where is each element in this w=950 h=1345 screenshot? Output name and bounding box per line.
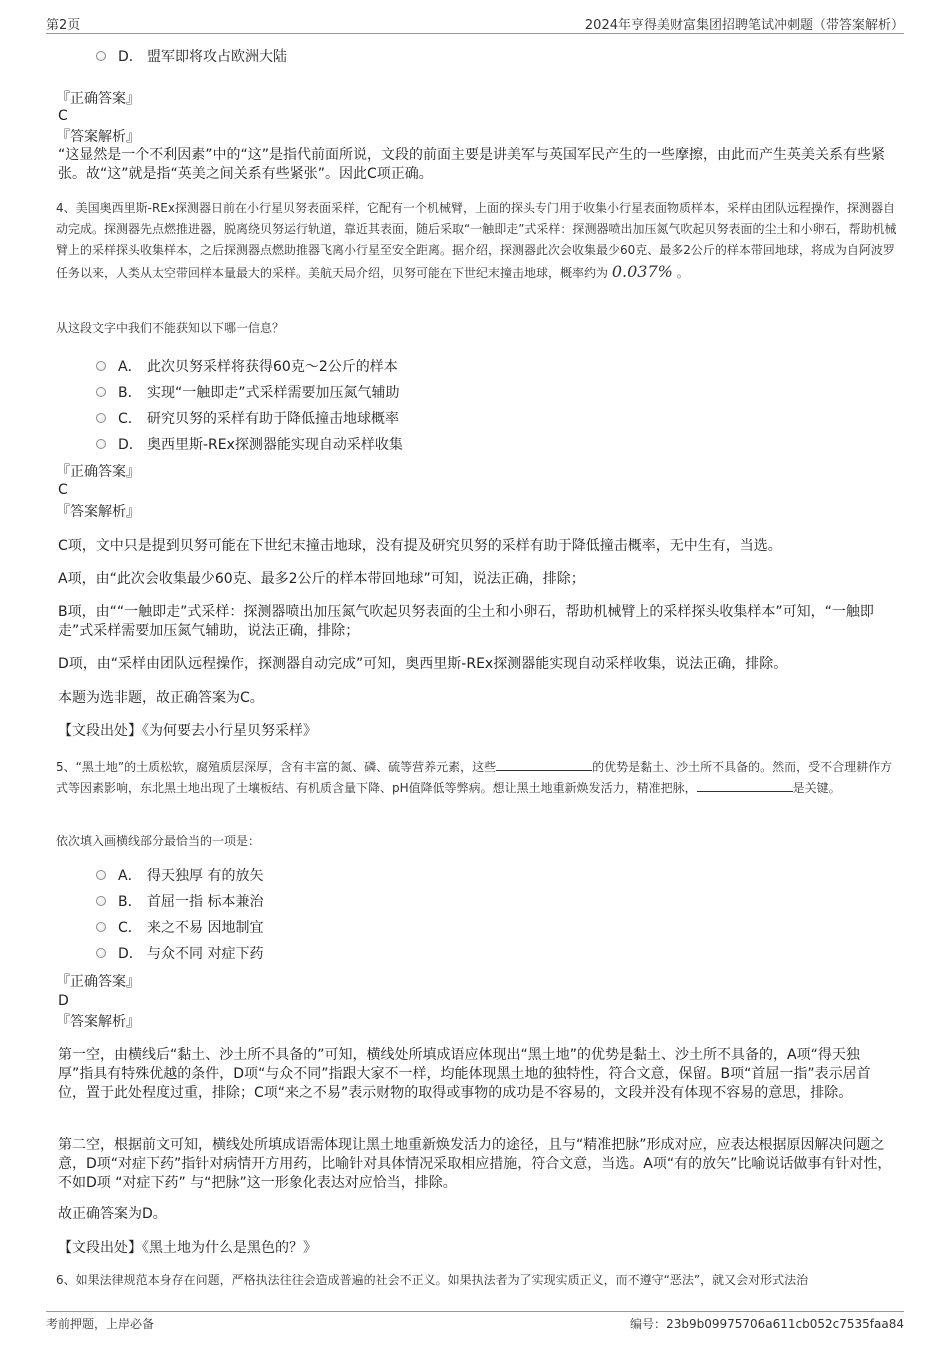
q5-stem-part2: 的优势是黏土、沙土所不具备的。然而，受不合理耕作方式等因素影响，东北黑土地出现了土壤板结、有机质含量下降、pH值降低等弊病。想让黑土地重新焕发活力，精准把脉， xyxy=(56,760,893,795)
q5-option-c[interactable] xyxy=(96,919,263,937)
q5-stem-part1: 5、“黑土地”的土质松软，腐殖质层深厚，含有丰富的氮、磷、硫等营养元素，这些 xyxy=(56,760,497,774)
footer-slogan: 考前押题，上岸必备 xyxy=(46,1317,155,1331)
q4-conclusion: 本题为选非题，故正确答案为C。 xyxy=(58,690,264,706)
option-text: 实现“一触即走”式采样需要加压氮气辅助 xyxy=(147,385,400,401)
radio-icon[interactable] xyxy=(96,948,106,958)
q4-option-c[interactable] xyxy=(96,410,399,428)
option-text: 与众不同 对症下药 xyxy=(147,946,264,962)
q4-analysis-d: D项，由“采样由团队远程操作，探测器自动完成”可知，奥西里斯-REx探测器能实现自动采样收集，说法正确，排除。 xyxy=(58,656,788,672)
page-number: 第2页 xyxy=(46,18,81,33)
q4-analysis-a: A项，由“此次会收集最少60克、最多2公斤的样本带回地球”可知，说法正确，排除； xyxy=(58,571,585,587)
footer-divider xyxy=(46,1311,904,1312)
header-divider xyxy=(46,33,904,34)
q5-answer: D xyxy=(58,993,69,1009)
radio-icon[interactable] xyxy=(96,361,106,371)
q4-correct-answer-label: 『正确答案』 xyxy=(56,464,140,480)
radio-icon[interactable] xyxy=(96,896,106,906)
q4-probability: 0.037% xyxy=(611,262,673,281)
radio-icon[interactable] xyxy=(96,870,106,880)
q4-stem-text: 4、美国奥西里斯-REx探测器日前在小行星贝努表面采样，它配有一个机械臂，上面的探头专门用于收集小行星表面物质样本，采样由团队远程操作，探测器自动完成。探测器先点燃推进器，脱离绕贝努运行轨道，靠近其表面，随后采取“一触即走”式采样：探测器喷出加压氮气吹起贝努表面的尘土和小卵石，帮助机械臂上的采样探头收集样本，之后探测器点燃助推器飞离小行星至安全距离。据介绍，探测器此次会收集最少60克、最多2公斤的样本带回地球，将成为自阿波罗任务以来，人类从太空带回样本量最大的采样。美航天局介绍，贝努可能在下世纪末撞击地球，概率约为 xyxy=(56,201,897,280)
q4-stem xyxy=(56,198,898,284)
q3-correct-answer-label: 『正确答案』 xyxy=(56,91,140,107)
q5-prompt: 依次填入画横线部分最恰当的一项是： xyxy=(56,834,261,848)
q5-analysis-first-blank: 第一空，由横线后“黏土、沙土所不具备的”可知，横线处所填成语应体现出“黑土地”的优势是黏土、沙土所不具备的，A项“得天独厚”指具有特殊优越的条件，D项“与众不同”指跟大家不一样，均能体现黑土地的独特性，符合文意，保留。B项“首屈一指”表示居首位，置于此处程度过重，排除；C项“来之不易”表示财物的取得或事物的成功是不容易的，文段并没有体现不容易的意思，排除。 xyxy=(58,1047,871,1101)
option-text: 来之不易 因地制宜 xyxy=(147,920,264,936)
q5-analysis-label: 『答案解析』 xyxy=(56,1014,140,1030)
option-text: 首屈一指 标本兼治 xyxy=(147,894,264,910)
option-text: 盟军即将攻占欧洲大陆 xyxy=(147,49,287,65)
q5-option-a[interactable] xyxy=(96,867,263,885)
option-letter: A． xyxy=(118,868,142,884)
radio-icon[interactable] xyxy=(96,387,106,397)
option-text: 奥西里斯-REx探测器能实现自动采样收集 xyxy=(147,437,403,453)
document-code-label: 编号： xyxy=(630,1317,667,1331)
q3-option-d[interactable] xyxy=(96,48,287,66)
q4-analysis-c: C项，文中只是提到贝努可能在下世纪末撞击地球，没有提及研究贝努的采样有助于降低撞击概率，无中生有，当选。 xyxy=(58,538,782,554)
q5-conclusion: 故正确答案为D。 xyxy=(58,1206,167,1222)
radio-icon[interactable] xyxy=(96,439,106,449)
q6-stem: 6、如果法律规范本身存在问题，严格执法往往会造成普遍的社会不正义。如果执法者为了实现实质正义，而不遵守“恶法”，就又会对形式法治 xyxy=(56,1273,809,1287)
q3-answer: C xyxy=(58,108,68,124)
option-letter: B． xyxy=(118,385,142,401)
q4-option-a[interactable] xyxy=(96,358,398,376)
q4-answer: C xyxy=(58,482,68,498)
radio-icon[interactable] xyxy=(96,922,106,932)
fill-blank-2 xyxy=(697,779,793,792)
q5-correct-answer-label: 『正确答案』 xyxy=(56,974,140,990)
q4-analysis-label: 『答案解析』 xyxy=(56,504,140,520)
q3-analysis-text: “这显然是一个不利因素”中的“这”是指代前面所说，文段的前面主要是讲美军与英国军民产生的一些摩擦，由此而产生英美关系有些紧张。故“这”就是指“英美之间关系有些紧张”。因此C项正确。 xyxy=(58,147,886,182)
q5-analysis-second-blank: 第二空，根据前文可知，横线处所填成语需体现让黑土地重新焕发活力的途径，且与“精准把脉”形成对应，应表达根据原因解决问题之意，D项“对症下药”指针对病情开方用药，比喻针对具体情况采取相应措施，符合文意，当选。A项“有的放矢”比喻说话做事有针对性，不如D项 “对症下药” 与“把脉”这一形象化表达对应恰当，排除。 xyxy=(58,1137,892,1191)
radio-icon[interactable] xyxy=(96,51,106,61)
q3-analysis-label: 『答案解析』 xyxy=(56,129,140,145)
fill-blank-1 xyxy=(496,758,592,771)
option-text: 此次贝努采样将获得60克～2公斤的样本 xyxy=(147,359,398,375)
document-title: 2024年亨得美财富集团招聘笔试冲刺题（带答案解析） xyxy=(584,18,904,33)
q5-option-b[interactable] xyxy=(96,893,263,911)
option-letter: D． xyxy=(118,437,143,453)
q4-option-b[interactable] xyxy=(96,384,400,402)
q5-stem xyxy=(56,757,898,799)
option-text: 得天独厚 有的放矢 xyxy=(147,868,264,884)
option-letter: D． xyxy=(118,946,143,962)
q5-source: 【文段出处】《黑土地为什么是黑色的？》 xyxy=(58,1240,317,1256)
document-code-value: 23b9b09975706a611cb052c7535faa84 xyxy=(666,1317,904,1331)
option-letter: C． xyxy=(118,920,142,936)
q4-analysis-b: B项，由““一触即走”式采样：探测器喷出加压氮气吹起贝努表面的尘土和小卵石，帮助机械臂上的采样探头收集样本”可知，“一触即走”式采样需要加压氮气辅助，说法正确，排除； xyxy=(58,604,874,639)
option-letter: C． xyxy=(118,411,142,427)
option-letter: B． xyxy=(118,894,142,910)
q4-prompt: 从这段文字中我们不能获知以下哪一信息？ xyxy=(56,321,285,335)
option-letter: A． xyxy=(118,359,142,375)
option-text: 研究贝努的采样有助于降低撞击地球概率 xyxy=(147,411,399,427)
q4-source: 【文段出处】《为何要去小行星贝努采样》 xyxy=(58,723,317,739)
q4-stem-end: 。 xyxy=(676,266,689,280)
radio-icon[interactable] xyxy=(96,413,106,423)
q5-option-d[interactable] xyxy=(96,945,263,963)
option-letter: D． xyxy=(118,49,143,65)
q5-stem-part3: 是关键。 xyxy=(792,781,841,795)
q4-option-d[interactable] xyxy=(96,436,403,454)
document-code xyxy=(630,1315,904,1332)
